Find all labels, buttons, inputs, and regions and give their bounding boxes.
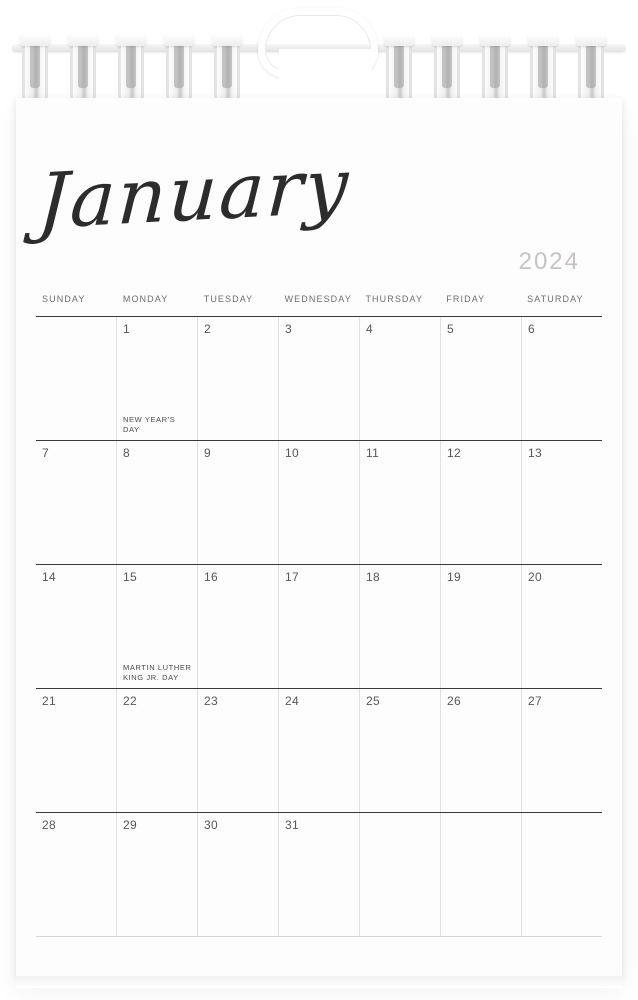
- day-cell[interactable]: [117, 565, 198, 688]
- day-cell[interactable]: [117, 441, 198, 564]
- day-cell[interactable]: [198, 317, 279, 440]
- day-number: 22: [123, 694, 137, 708]
- day-number: 4: [366, 322, 373, 336]
- day-cell[interactable]: [360, 317, 441, 440]
- day-cell[interactable]: [279, 565, 360, 688]
- week-rows: [36, 316, 602, 937]
- day-cell[interactable]: [36, 317, 117, 440]
- weekday-header-saturday: SATURDAY: [527, 294, 584, 304]
- week-row: [36, 317, 602, 441]
- weekday-header-monday: MONDAY: [122, 294, 169, 304]
- day-cell[interactable]: [522, 565, 602, 688]
- day-number: 21: [42, 694, 56, 708]
- day-number: 1: [123, 322, 130, 336]
- day-cell[interactable]: [198, 813, 279, 936]
- day-number: 18: [366, 570, 380, 584]
- weekday-header-tuesday: TUESDAY: [203, 294, 254, 304]
- weekday-header-sunday: SUNDAY: [42, 294, 86, 304]
- day-number: 10: [285, 446, 299, 460]
- day-cell[interactable]: [522, 441, 602, 564]
- day-cell[interactable]: [441, 317, 522, 440]
- day-cell[interactable]: [522, 317, 602, 440]
- day-number: 3: [285, 322, 292, 336]
- day-cell[interactable]: [360, 689, 441, 812]
- day-number: 31: [285, 818, 299, 832]
- day-number: 8: [123, 446, 130, 460]
- day-number: 19: [447, 570, 461, 584]
- day-note: NEW YEAR'S DAY: [123, 414, 176, 434]
- day-cell[interactable]: [36, 565, 117, 688]
- day-number: 29: [123, 818, 137, 832]
- day-number: 23: [204, 694, 218, 708]
- day-number: 11: [366, 446, 380, 460]
- day-cell[interactable]: [279, 441, 360, 564]
- day-cell[interactable]: [36, 813, 117, 936]
- day-cell[interactable]: [36, 441, 117, 564]
- day-cell[interactable]: [522, 813, 602, 936]
- day-number: 13: [528, 446, 542, 460]
- day-cell[interactable]: [522, 689, 602, 812]
- day-cell[interactable]: [279, 317, 360, 440]
- day-cell[interactable]: [198, 565, 279, 688]
- hanging-hook-icon: [258, 8, 378, 78]
- month-title: January: [35, 140, 353, 247]
- day-cell[interactable]: [117, 813, 198, 936]
- day-cell[interactable]: [198, 441, 279, 564]
- day-number: 30: [204, 818, 218, 832]
- day-number: 14: [42, 570, 56, 584]
- day-cell[interactable]: [198, 689, 279, 812]
- weekday-header-wednesday: WEDNESDAY: [284, 294, 352, 304]
- weekday-header-row: [36, 294, 602, 316]
- day-number: 24: [285, 694, 299, 708]
- day-cell[interactable]: [441, 813, 522, 936]
- day-note: MARTIN LUTHER KING JR. DAY: [123, 662, 192, 682]
- day-cell[interactable]: [441, 689, 522, 812]
- day-number: 28: [42, 818, 56, 832]
- day-cell[interactable]: [441, 441, 522, 564]
- day-cell[interactable]: [360, 813, 441, 936]
- weekday-header-friday: FRIDAY: [446, 294, 486, 304]
- day-cell[interactable]: [279, 689, 360, 812]
- day-number: 12: [447, 446, 461, 460]
- day-cell[interactable]: [117, 317, 198, 440]
- week-row: [36, 565, 602, 689]
- calendar-grid: [36, 294, 602, 942]
- day-number: 5: [447, 322, 454, 336]
- day-number: 6: [528, 322, 535, 336]
- day-cell[interactable]: [441, 565, 522, 688]
- day-number: 25: [366, 694, 380, 708]
- day-number: 20: [528, 570, 542, 584]
- day-number: 7: [42, 446, 49, 460]
- week-row: [36, 689, 602, 813]
- day-number: 9: [204, 446, 211, 460]
- day-cell[interactable]: [36, 689, 117, 812]
- day-number: 2: [204, 322, 211, 336]
- day-number: 17: [285, 570, 299, 584]
- day-number: 26: [447, 694, 461, 708]
- day-cell[interactable]: [360, 565, 441, 688]
- day-cell[interactable]: [279, 813, 360, 936]
- weekday-header-thursday: THURSDAY: [365, 294, 424, 304]
- day-number: 27: [528, 694, 542, 708]
- day-number: 15: [123, 570, 137, 584]
- day-cell[interactable]: [117, 689, 198, 812]
- day-number: 16: [204, 570, 218, 584]
- calendar-sheet: [16, 98, 622, 978]
- day-cell[interactable]: [360, 441, 441, 564]
- week-row: [36, 441, 602, 565]
- year-label: 2024: [518, 248, 580, 275]
- week-row: [36, 813, 602, 937]
